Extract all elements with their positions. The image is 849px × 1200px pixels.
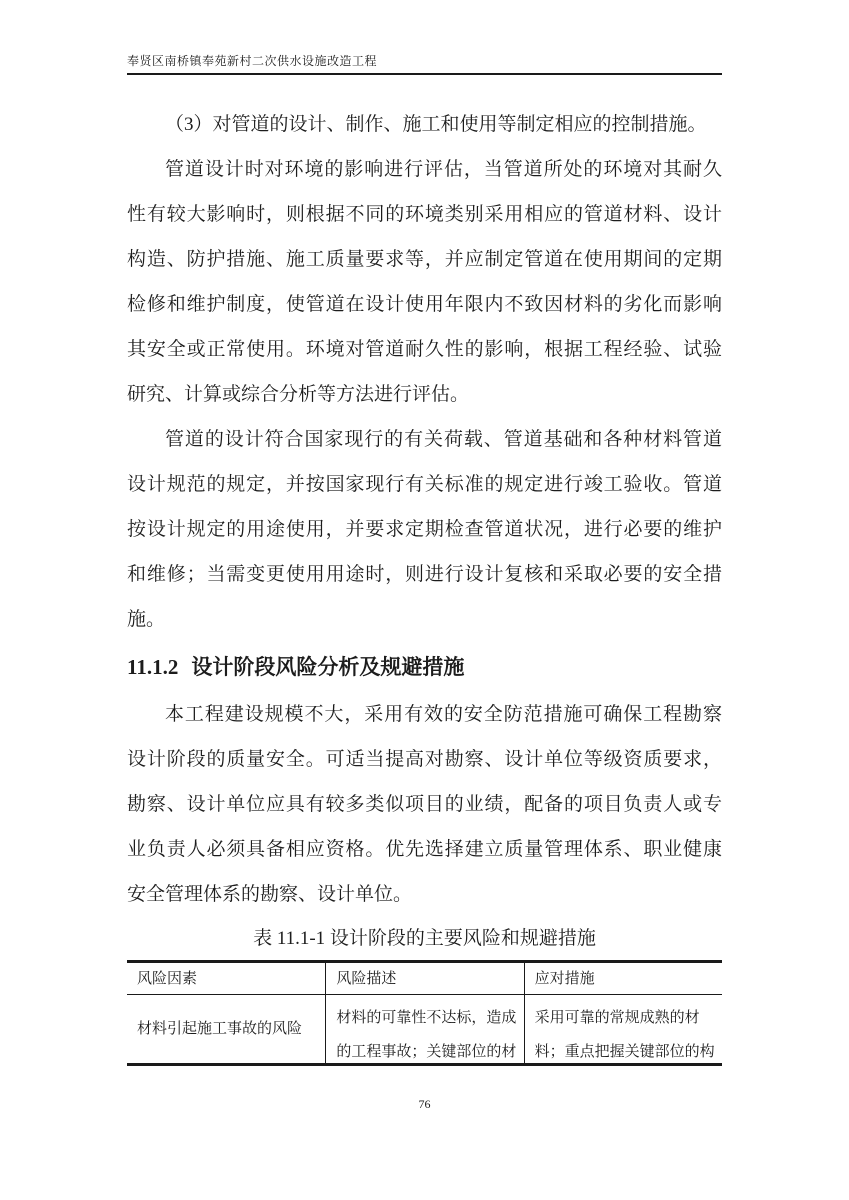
paragraph-line: 构造、防护措施、施工质量要求等，并应制定管道在使用期间的定期 xyxy=(127,249,722,270)
section-number: 11.1.2 xyxy=(127,655,179,679)
document-body xyxy=(127,102,722,1066)
table-header-cell: 风险因素 xyxy=(127,963,325,995)
paragraph-line: 管道的设计符合国家现行的有关荷载、管道基础和各种材料管道 xyxy=(165,429,722,450)
paragraph-line: 和维修；当需变更使用用途时，则进行设计复核和采取必要的安全措 xyxy=(127,564,722,585)
section-heading xyxy=(127,642,722,692)
page-header xyxy=(127,54,722,75)
table-cell xyxy=(524,995,722,1063)
table-cell-line: 材料的可靠性不达标，造成 xyxy=(336,1010,517,1026)
paragraph-line: 管道设计时对环境的影响进行评估，当管道所处的环境对其耐久 xyxy=(165,159,722,180)
paragraph-line: 设计阶段的质量安全。可适当提高对勘察、设计单位等级资质要求， xyxy=(127,749,722,770)
paragraph xyxy=(127,417,722,642)
table-cell xyxy=(325,995,523,1063)
page-footer xyxy=(0,1096,849,1112)
paragraph-line: （3）对管道的设计、制作、施工和使用等制定相应的控制措施。 xyxy=(165,114,707,135)
table-cell-line: 料；重点把握关键部位的构 xyxy=(534,1044,715,1060)
table-row xyxy=(127,995,722,1063)
paragraph-line: 安全管理体系的勘察、设计单位。 xyxy=(127,884,413,905)
table-cell xyxy=(127,995,325,1063)
paragraph-line: 施。 xyxy=(127,609,166,630)
paragraph-line: 其安全或正常使用。环境对管道耐久性的影响，根据工程经验、试验 xyxy=(127,339,722,360)
risk-table xyxy=(127,960,722,1066)
section-title: 设计阶段风险分析及规避措施 xyxy=(191,655,465,679)
paragraph-line: 性有较大影响时，则根据不同的环境类别采用相应的管道材料、设计 xyxy=(127,204,722,225)
paragraph-line: 按设计规定的用途使用，并要求定期检查管道状况，进行必要的维护 xyxy=(127,519,722,540)
page-number: 76 xyxy=(418,1097,431,1111)
paragraph-line: 设计规范的规定，并按国家现行有关标准的规定进行竣工验收。管道 xyxy=(127,474,722,495)
page-header-title: 奉贤区南桥镇奉苑新村二次供水设施改造工程 xyxy=(127,54,378,68)
table-cell-line: 采用可靠的常规成熟的材 xyxy=(534,1010,700,1026)
table-header-cell: 应对措施 xyxy=(524,963,722,995)
paragraph xyxy=(127,692,722,917)
table-cell-line: 的工程事故；关键部位的材 xyxy=(336,1044,517,1060)
table-caption: 表 11.1-1 设计阶段的主要风险和规避措施 xyxy=(253,928,596,949)
paragraph-line: 勘察、设计单位应具有较多类似项目的业绩，配备的项目负责人或专 xyxy=(127,794,722,815)
table-header-cell: 风险描述 xyxy=(325,963,523,995)
table-header-row xyxy=(127,963,722,995)
paragraph xyxy=(127,102,722,147)
paragraph-line: 研究、计算或综合分析等方法进行评估。 xyxy=(127,384,470,405)
table-cell-line: 材料引起施工事故的风险 xyxy=(137,1021,303,1037)
paragraph xyxy=(127,147,722,417)
paragraph-line: 业负责人必须具备相应资格。优先选择建立质量管理体系、职业健康 xyxy=(127,839,722,860)
paragraph-line: 本工程建设规模不大，采用有效的安全防范措施可确保工程勘察 xyxy=(165,704,722,725)
paragraph-line: 检修和维护制度，使管道在设计使用年限内不致因材料的劣化而影响 xyxy=(127,294,722,315)
